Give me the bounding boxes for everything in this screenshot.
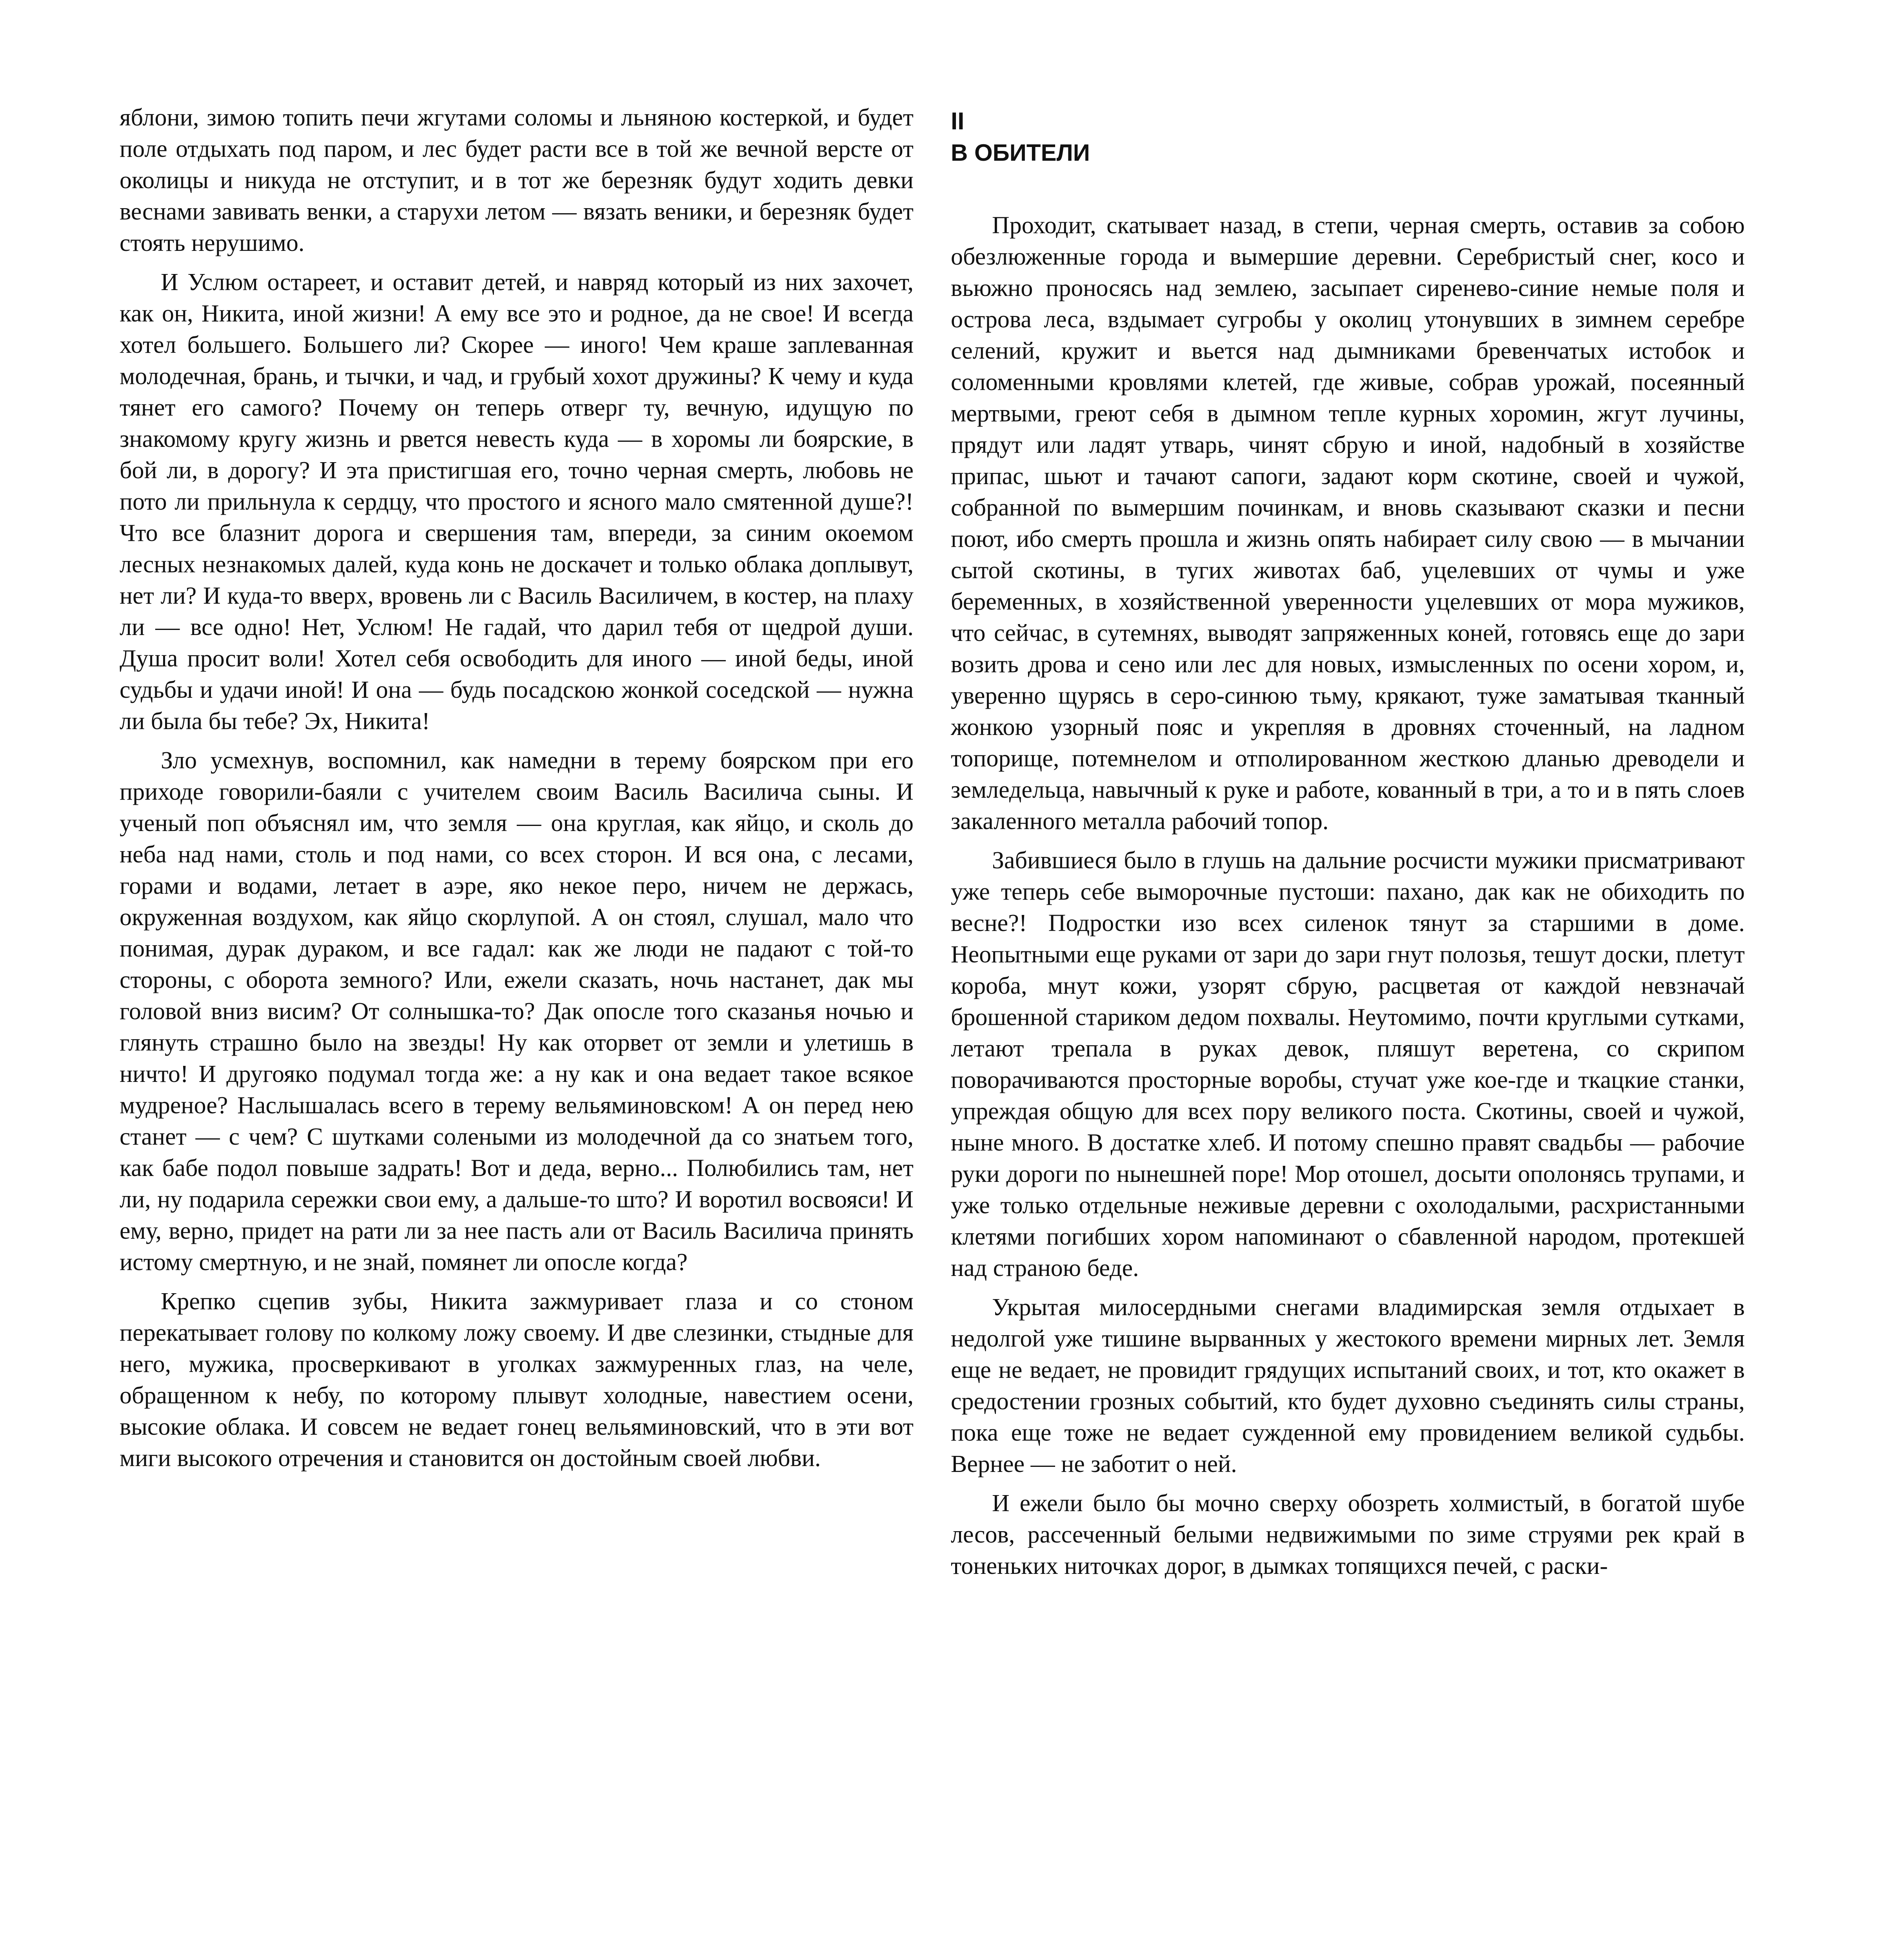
paragraph: Забившиеся было в глушь на дальние росчисти мужики присматривают уже теперь себе выморочные пустоши: пахано, дак как не обиходить по весне?! Подростки изо всех силенок тянут за старшими в доме. Неопытными еще руками от зари до зари гнут полозья, тешут доски, плетут короба, мнут кожи, узорят сбрую, расцветая от каждой невзначай брошенной стариком дедом похвалы. Неутомимо, почти круглыми сутками, летают трепала в руках девок, пляшут веретена, со скрипом поворачиваются просторные воробы, стучат уже кое-где и ткацкие станки, упреждая общую для всех пору великого поста. Скотины, своей и чужой, ныне много. В достатке хлеб. И потому спешно правят свадьбы — рабочие руки дороги по нынешней поре! Мор отошел, досыти ополонясь трупами, и уже только отдельные неживые деревни с охолодалыми, расхристанными клетями погибших хором напоминают о сбавленной народом, протекшей над страною беде. bbox=[951, 847, 1745, 1281]
paragraph: Зло усмехнув, воспомнил, как намедни в терему боярском при его приходе говорили-баяли с учителем своим Василь Василича сыны. И ученый поп объяснял им, что земля — она круглая, как яйцо, и сколь до неба над нами, столь и под нами, со всех сторон. И вся она, с лесами, горами и водами, летает в аэре, яко некое перо, ничем не держась, окруженная воздухом, как яйцо скорлупой. А он стоял, слушал, мало что понимая, дурак дураком, и все гадал: как же люди не падают с той-то стороны, с оборота земного? Или, ежели сказать, ночь настанет, дак мы головой вниз висим? От солнышка-то? Дак опосле того сказанья ночью и глянуть страшно было на звезды! Ну как оторвет от земли и улетишь в ничто! И другояко подумал тогда же: а ну как и она ведает такое всякое мудреное? Наслышалась всего в терему вельяминовском! А он перед нею станет — с чем? С шутками солеными из молодечной да со знатьем того, как бабе подол повыше задрать! Вот и деда, верно... Полюбились там, нет ли, ну подарила сережки свои ему, а дальше-то што? И воротил восвояси! И ему, верно, придет на рати ли за нее пасть али от Василь Василича принять истому смертную, и не знай, помянет ли опосле когда? bbox=[120, 747, 914, 1276]
chapter-number: II bbox=[951, 108, 965, 135]
paragraph: Крепко сцепив зубы, Никита зажмуривает глаза и со стоном перекатывает голову по колкому ложу своему. И две слезинки, стыдные для него, мужика, просверкивают в уголках зажмуренных глаз, на челе, обращенном к небу, по которому плывут холодные, навестием осени, высокие облака. И совсем не ведает гонец вельяминовский, что в эти вот миги высокого отречения и становится он достойным своей любви. bbox=[120, 1288, 914, 1472]
paragraph: И ежели было бы мочно сверху обозреть холмистый, в богатой шубе лесов, рассеченный белыми недвижимыми по зиме струями рек край в тоненьких ниточках дорог, в дымках топящихся печей, с раски- bbox=[951, 1490, 1745, 1579]
paragraph: Укрытая милосердными снегами владимирская земля отдыхает в недолгой уже тишине вырванных у жестокого времени мирных лет. Земля еще не ведает, не провидит грядущих испытаний своих, и тот, кто окажет в средостении грозных событий, кто будет духовно съединять силы страны, пока еще тоже не ведает сужденной ему провидением великой судьбы. Вернее — не заботит о ней. bbox=[951, 1294, 1745, 1477]
right-column bbox=[951, 106, 1745, 1590]
paragraph: И Услюм остареет, и оставит детей, и навряд который из них захочет, как он, Никита, иной жизни! А ему все это и родное, да не свое! И всегда хотел большего. Большего ли? Скорее — иного! Чем краше заплеванная молодечная, брань, и тычки, и чад, и грубый хохот дружины? К чему и куда тянет его самого? Почему он теперь отверг ту, вечную, идущую по знакомому кругу жизнь и рвется невесть куда — в хоромы ли боярские, в бой ли, в дорогу? И эта пристигшая его, точно черная смерть, любовь не пото ли прильнула к сердцу, что простого и ясного мало смятенной душе?! Что все блазнит дорога и свершения там, впереди, за синим окоемом лесных незнакомых далей, куда конь не доскачет и только облака доплывут, нет ли? И куда-то вверх, вровень ли с Василь Василичем, в костер, на плаху ли — все одно! Нет, Услюм! Не гадай, что дарил тебя от щедрой души. Душа просит воли! Хотел себя освободить для иного — иной беды, иной судьбы и удачи иной! И она — будь посадскою жонкой соседской — нужна ли была бы тебе? Эх, Никита! bbox=[120, 269, 914, 735]
paragraph: Проходит, скатывает назад, в степи, черная смерть, оставив за собою обезлюженные города и вымершие деревни. Серебристый снег, косо и вьюжно проносясь над землею, засыпает сиренево-синие немые поля и острова леса, вздымает сугробы у околиц утонувших в зимнем серебре селений, кружит и вьется над дымниками бревенчатых истобок и соломенными кровлями клетей, где живые, собрав урожай, посеянный мертвыми, греют себя в дымном тепле курных хоромин, жгут лучины, прядут или ладят утварь, чинят сбрую и иной, надобный в хозяйстве припас, шьют и тачают сапоги, задают корм скотине, своей и чужой, собранной по вымершим починкам, и вновь сказывают сказки и песни поют, ибо смерть прошла и жизнь опять набирает силу свою — в мычании сытой скотины, в тугих животах баб, уцелевших от чумы и уже беременных, в хозяйственной уверенности уцелевших от мора мужиков, что сейчас, в сутемнях, выводят запряженных коней, готовясь еще до зари возить дрова и сено или лес для новых, измысленных по осени хором, и, уверенно щурясь в серо-синюю тьму, крякают, туже заматывая тканный жонкою узорный пояс и укрепляя в дровнях сточенный, на ладном топорище, потемнелом и отполированном жесткою дланью древодели и земледельца, навычный к руке и работе, кованный в три, а то и в пять слоев закаленного металла рабочий топор. bbox=[951, 212, 1745, 835]
left-column bbox=[120, 102, 914, 1482]
paragraph: яблони, зимою топить печи жгутами соломы и льняною костеркой, и будет поле отдыхать под паром, и лес будет расти все в той же вечной версте от околицы и никуда не отступит, и в тот же березняк будут ходить девки веснами завивать венки, а старухи летом — вязать веники, и березняк будет стоять нерушимо. bbox=[120, 104, 914, 256]
chapter-title: В ОБИТЕЛИ bbox=[951, 140, 1090, 166]
